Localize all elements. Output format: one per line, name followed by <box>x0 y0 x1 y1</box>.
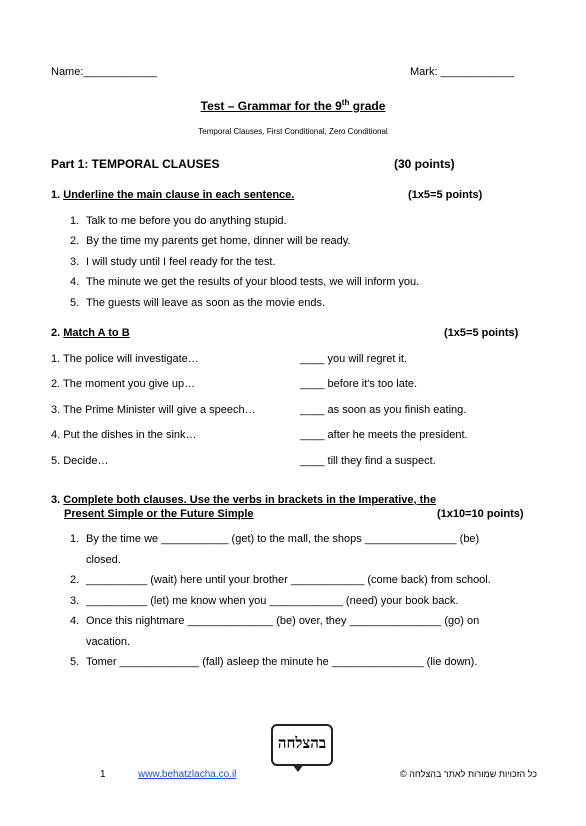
list-item: 3. I will study until I feel ready for the test. <box>70 256 276 268</box>
q3-title-line2: Present Simple or the Future Simple <box>64 508 254 520</box>
name-label: Name: <box>51 66 84 78</box>
match-right-item: ____ before it's too late. <box>300 378 418 390</box>
list-item: 3. __________ (let) me know when you ____________ (need) your book back. <box>70 595 459 607</box>
part1-points: (30 points) <box>394 157 455 171</box>
list-item: 2. __________ (wait) here until your brother ____________ (come back) from school. <box>70 574 491 586</box>
behatzlacha-logo <box>271 724 333 766</box>
match-right-item: ____ you will regret it. <box>300 353 407 365</box>
list-item: 1. Talk to me before you do anything stupid. <box>70 215 287 227</box>
copyright-text: כל הזכויות שמורות לאתר בהצלחה © <box>400 769 537 779</box>
q1-points: (1x5=5 points) <box>408 189 483 201</box>
list-item: 4. The minute we get the results of your blood tests, we will inform you. <box>70 276 420 288</box>
match-left-item: 5. Decide… <box>51 455 109 467</box>
logo-speech-tail <box>292 764 304 772</box>
part1-title: Part 1: TEMPORAL CLAUSES <box>51 157 220 171</box>
q3-title-line1: Complete both clauses. Use the verbs in brackets in the Imperative, the <box>63 494 437 506</box>
match-right-item: ____ till they find a suspect. <box>300 455 436 467</box>
list-item: 5. Tomer _____________ (fall) asleep the minute he _______________ (lie down). <box>70 656 478 668</box>
mark-field <box>410 66 514 78</box>
name-blank: ____________ <box>83 66 157 78</box>
list-item-continuation: vacation. <box>86 636 131 648</box>
match-right-item: ____ after he meets the president. <box>300 429 468 441</box>
q2-title: Match A to B <box>63 327 130 339</box>
list-item: 2. By the time my parents get home, dinner will be ready. <box>70 235 351 247</box>
list-item-continuation: closed. <box>86 554 121 566</box>
list-item: 1. By the time we ___________ (get) to the mall, the shops _______________ (be) <box>70 533 480 545</box>
match-left-item: 1. The police will investigate… <box>51 353 199 365</box>
mark-label: Mark: <box>410 66 438 78</box>
match-left-item: 3. The Prime Minister will give a speech… <box>51 404 256 416</box>
mark-blank: ____________ <box>440 66 514 78</box>
website-link[interactable]: www.behatzlacha.co.il <box>138 769 237 780</box>
name-field <box>51 66 157 78</box>
list-item: 5. The guests will leave as soon as the movie ends. <box>70 297 326 309</box>
match-left-item: 4. Put the dishes in the sink… <box>51 429 197 441</box>
page-title: Test – Grammar for the 9th grade <box>200 98 386 113</box>
q3-points: (1x10=10 points) <box>437 508 524 520</box>
q1-heading: 1. Underline the main clause in each sentence. <box>51 189 295 201</box>
list-item: 4. Once this nightmare ______________ (be) over, they _______________ (go) on <box>70 615 480 627</box>
q2-heading: 2. Match A to B <box>51 327 130 339</box>
page-subtitle: Temporal Clauses, First Conditional, Zero Conditional <box>198 127 388 136</box>
q2-points: (1x5=5 points) <box>444 327 519 339</box>
match-left-item: 2. The moment you give up… <box>51 378 196 390</box>
match-right-item: ____ as soon as you finish eating. <box>300 404 467 416</box>
logo-text: בהצלחה <box>277 734 327 752</box>
q3-heading: 3. Complete both clauses. Use the verbs in brackets in the Imperative, the <box>51 494 437 506</box>
title-superscript: th <box>341 98 350 107</box>
q1-title: Underline the main clause in each sentence. <box>63 189 295 201</box>
page-number: 1 <box>100 769 106 780</box>
